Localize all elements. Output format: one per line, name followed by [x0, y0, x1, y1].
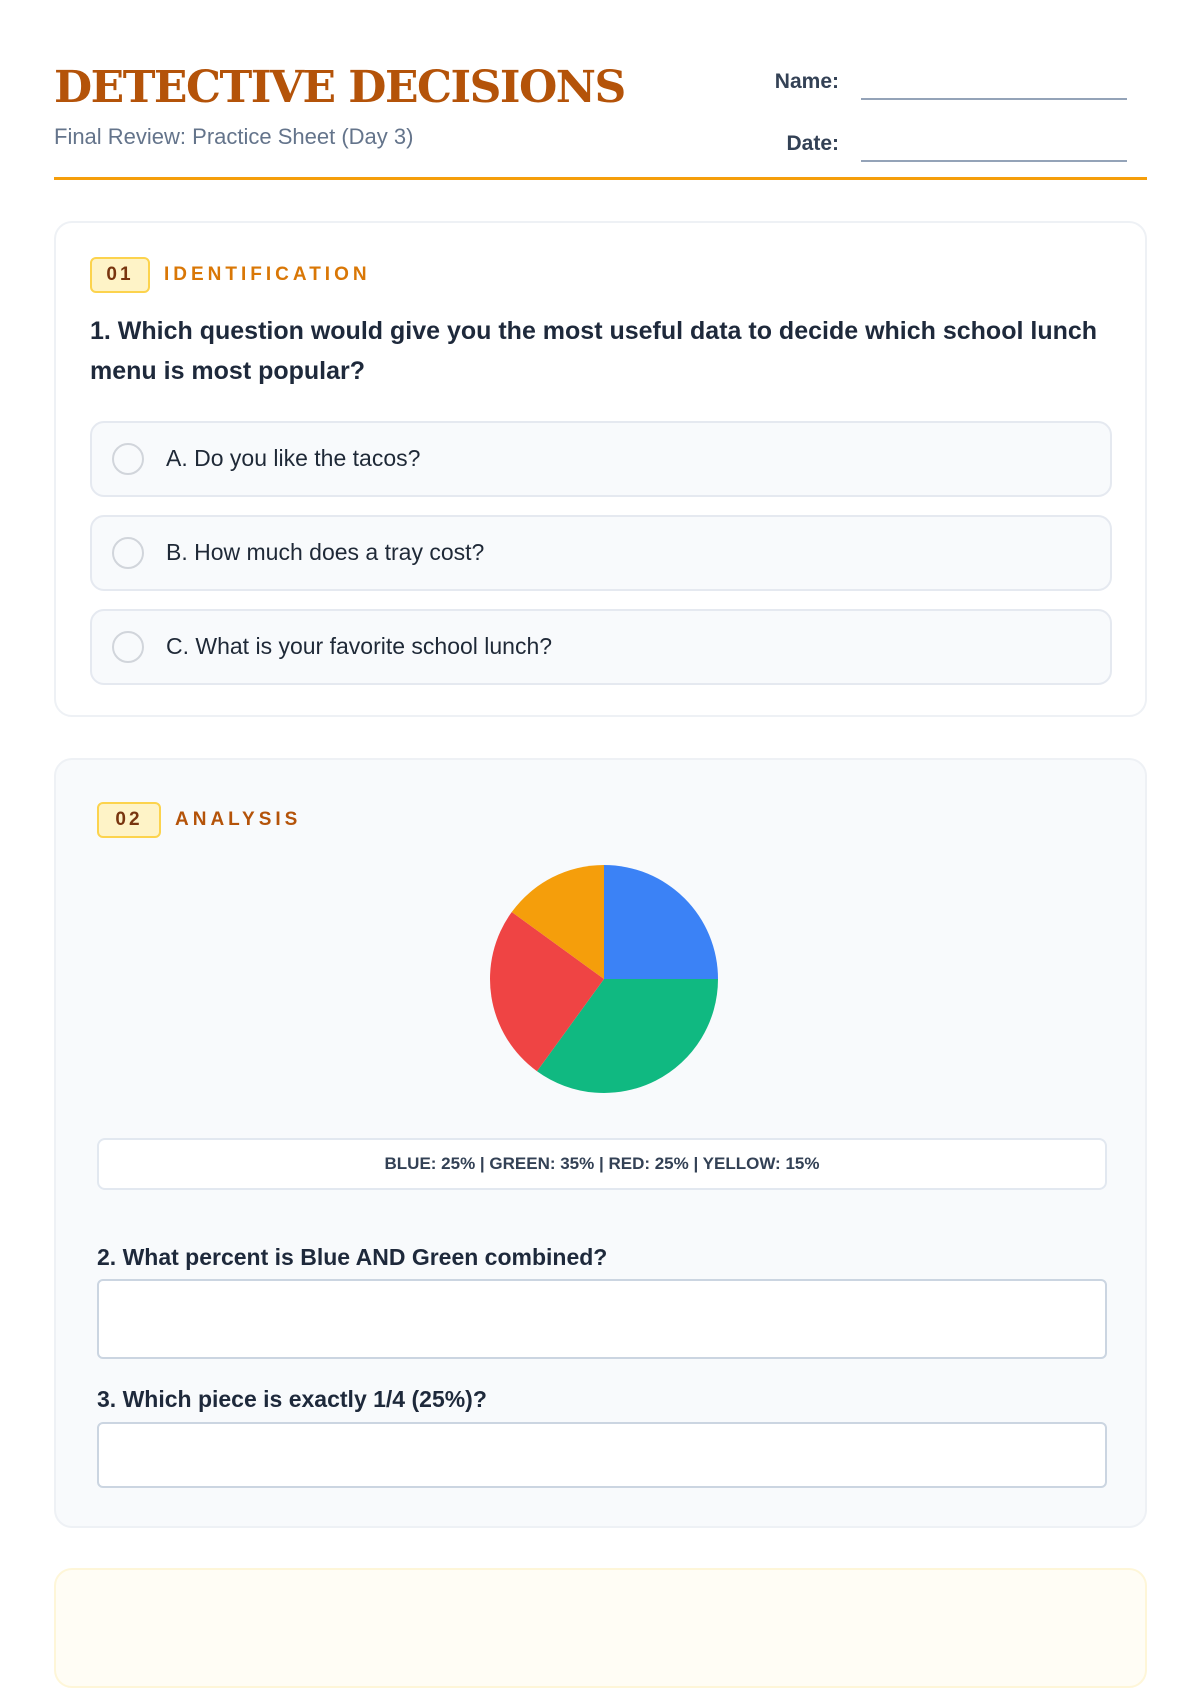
page-subtitle: Final Review: Practice Sheet (Day 3) [54, 124, 414, 149]
analysis-card [54, 758, 1147, 1528]
date-label: Date: [786, 132, 839, 155]
name-field [766, 70, 1127, 94]
identification-card [54, 221, 1147, 717]
radio-button[interactable] [112, 537, 144, 569]
section-number-badge: 01 [90, 257, 150, 293]
radio-button[interactable] [112, 631, 144, 663]
option-a[interactable] [90, 421, 1112, 497]
option-b[interactable] [90, 515, 1112, 591]
date-field [766, 132, 1127, 156]
option-label: A. Do you like the tacos? [166, 445, 421, 471]
chart-legend: BLUE: 25% | GREEN: 35% | RED: 25% | YELLOW: 15% [97, 1138, 1107, 1190]
header-divider [54, 177, 1147, 180]
question-2: 2. What percent is Blue AND Green combined? [97, 1244, 608, 1270]
section-label: ANALYSIS [175, 809, 302, 830]
next-section-card [54, 1568, 1147, 1688]
section-label: IDENTIFICATION [164, 264, 371, 285]
section-number-badge: 02 [97, 802, 161, 838]
answer-2-input[interactable] [97, 1279, 1107, 1359]
option-label: B. How much does a tray cost? [166, 539, 485, 565]
answer-3-input[interactable] [97, 1422, 1107, 1488]
radio-button[interactable] [112, 443, 144, 475]
name-line[interactable] [861, 98, 1127, 100]
page-title: DETECTIVE DECISIONS [54, 62, 625, 113]
option-c[interactable] [90, 609, 1112, 685]
option-label: C. What is your favorite school lunch? [166, 633, 553, 659]
date-line[interactable] [861, 160, 1127, 162]
question-3: 3. Which piece is exactly 1/4 (25%)? [97, 1386, 487, 1412]
question-1: 1. Which question would give you the most useful data to decide which school lunch menu is most popular? [90, 317, 1098, 385]
name-label: Name: [774, 70, 839, 93]
pie-slice-blue [604, 865, 718, 979]
pie-chart [56, 760, 1149, 1120]
